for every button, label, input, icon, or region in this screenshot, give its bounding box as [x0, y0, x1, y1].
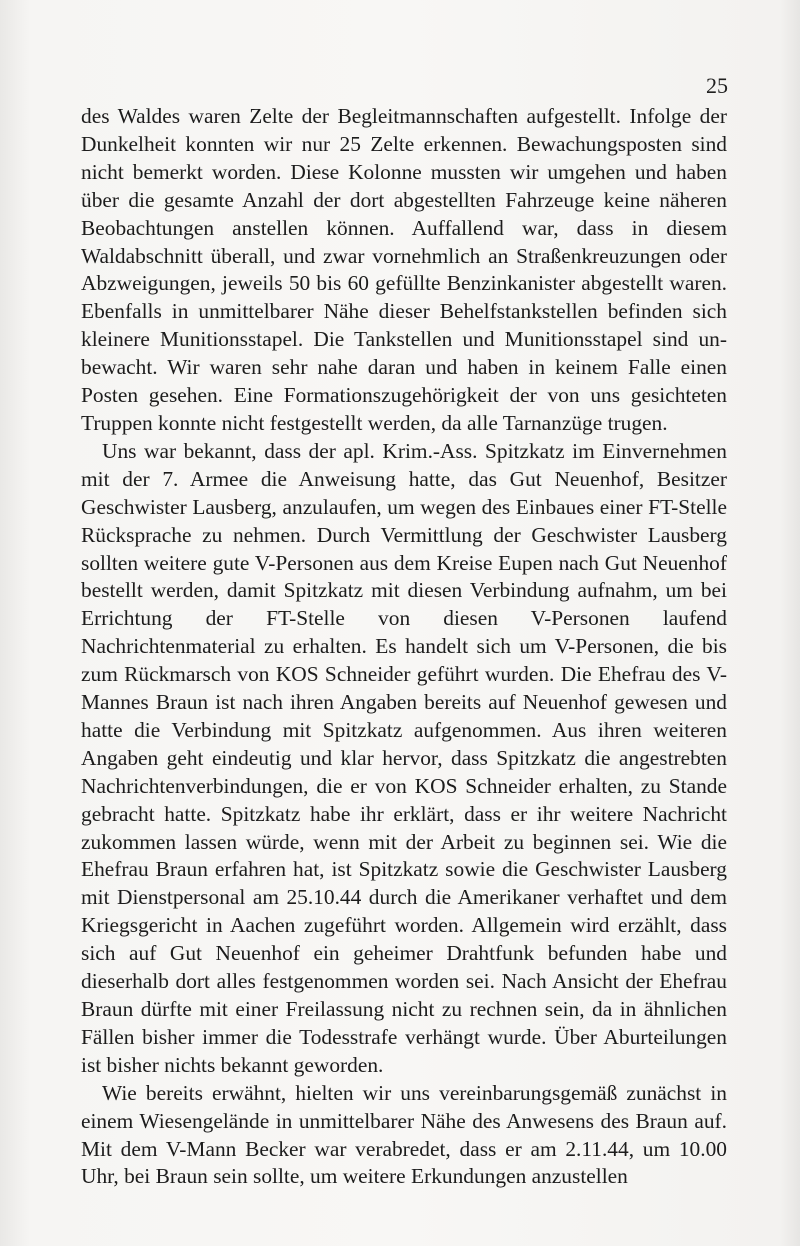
body-text [81, 103, 727, 1191]
paragraph-2: Uns war bekannt, dass der apl. Krim.-Ass. Spitzkatz im Einvernehmen mit der 7. Armee die Anweisung hatte, das Gut Neuenhof, Besitzer Geschwister Lausberg, anzulaufen, um wegen des Einbaues einer FT-Stelle Rücksprache zu nehmen. Durch Vermittlung der Geschwister Lausberg sollten weitere gute V-Personen aus dem Kreise Eupen nach Gut Neuenhof bestellt werden, damit Spitzkatz mit diesen Verbindung aufnahm, um bei Errichtung der FT-Stelle von diesen V-Personen laufend Nachrichtenmaterial zu erhalten. Es handelt sich um V-Personen, die bis zum Rückmarsch von KOS Schneider geführt wurden. Die Ehefrau des V-Mannes Braun ist nach ihren Angaben bereits auf Neuenhof gewesen und hatte die Verbindung mit Spitzkatz aufgenommen. Aus ihren weiteren Angaben geht eindeutig und klar hervor, dass Spitzkatz die angestrebten Nachrichtenverbindungen, die er von KOS Schneider erhalten, zu Stande gebracht hatte. Spitzkatz habe ihr erklärt, dass er ihr weitere Nachricht zukommen lassen würde, wenn mit der Arbeit zu beginnen sei. Wie die Ehefrau Braun erfahren hat, ist Spitzkatz sowie die Geschwister Lausberg mit Dienstpersonal am 25.10.44 durch die Amerikaner verhaftet und dem Kriegsgericht in Aachen zugeführt worden. Allgemein wird erzählt, dass sich auf Gut Neuenhof ein geheimer Drahtfunk befunden habe und dieserhalb dort alles festgenommen worden sei. Nach Ansicht der Ehefrau Braun dürfte mit einer Freilassung nicht zu rechnen sein, da in ähnlichen Fällen bisher immer die Todesstrafe verhängt wurde. Über Aburteilungen ist bisher nichts bekannt geworden. [81, 438, 727, 1077]
paragraph-1: des Waldes waren Zelte der Begleitmannschaften aufgestellt. Infolge der Dunkelheit konnten wir nur 25 Zelte erkennen. Bewachungsposten sind nicht bemerkt worden. Diese Kolonne mussten wir umgehen und haben über die gesamte Anzahl der dort abgestellten Fahrzeuge keine näheren Beobachtungen anstellen können. Auffallend war, dass in diesem Waldabschnitt überall, und zwar vornehmlich an Straßenkreuzungen oder Abzweigungen, jeweils 50 bis 60 gefüllte Benzinkanister abgestellt waren. Ebenfalls in unmittelbarer Nähe dieser Behelfstankstellen befinden sich kleinere Munitionsstapel. Die Tankstellen und Munitionsstapel sind unbewacht. Wir waren sehr nahe daran und haben in keinem Falle einen Posten gesehen. Eine Formationszugehörigkeit der von uns gesichteten Truppen konnte nicht festgestellt werden, da alle Tarnanzüge trugen. [81, 104, 727, 435]
page-number: 25 [706, 73, 728, 98]
paragraph-3: Wie bereits erwähnt, hielten wir uns vereinbarungsgemäß zunächst in einem Wiesengelände in unmittelbarer Nähe des Anwesens des Braun auf. Mit dem V-Mann Becker war verabredet, dass er am 2.11.44, um 10.00 Uhr, bei Braun sein sollte, um weitere Erkundungen anzustellen [81, 1080, 727, 1189]
